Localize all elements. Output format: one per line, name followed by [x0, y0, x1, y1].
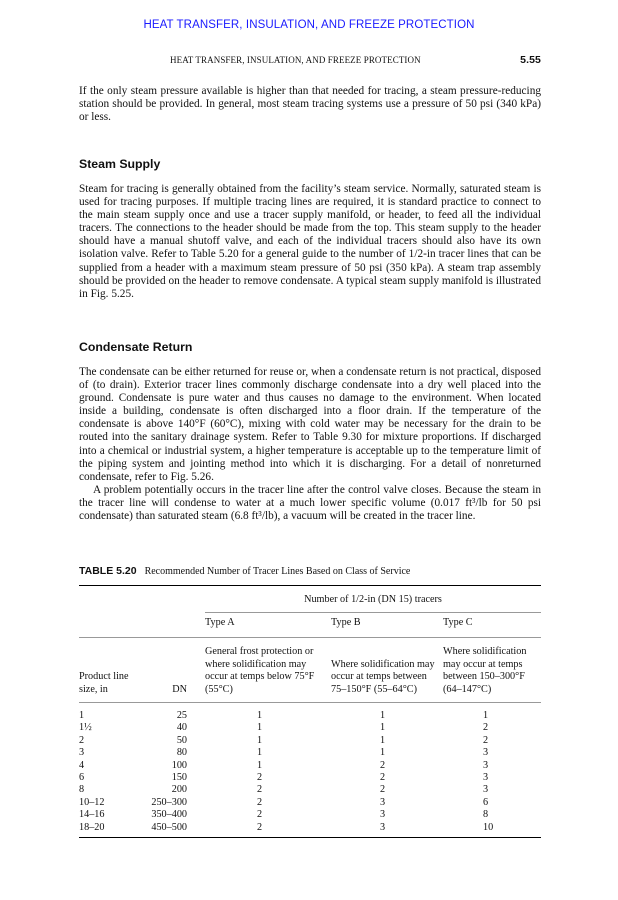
condensate-heading: Condensate Return [79, 340, 193, 354]
page-number: 5.55 [520, 54, 541, 66]
row-size: 18–20 [79, 821, 105, 833]
steam-supply-body: Steam for tracing is generally obtained from the facility’s steam service. Normally, saturated steam is used for tracing purposes. If multiple tracing lines are required, it is standard practice to connect to the main steam supply once and use a tracer supply manifold, or header, to feed all the individual tracers. The connections to the header should be made from the top. This steam supply to the header should have a manual shutoff valve, and each of the individual tracers should also have its own isolation valve. Refer to Table 5.20 for a general guide to the number of 1/2-in tracer lines that can be supplied from a header with a maximum steam pressure of 50 psi (350 kPa). A steam trap assembly should be provided on the header to remove condensate. A typical steam supply manifold is illustrated in Fig. 5.25. [79, 183, 541, 300]
condensate-body-2: A problem potentially occurs in the tracer line after the control valve closes. Because the steam in the tracer line will condense to water at a much lower specific volume (0.017 ft³/lb for 50 psi condensate) than saturated steam (6.8 ft³/lb), a vacuum will be created in the tracer line. [79, 483, 541, 523]
table-body [79, 703, 541, 835]
row-type-b: 1 [380, 710, 386, 722]
row-type-c: 1 [483, 710, 489, 722]
running-head-title: HEAT TRANSFER, INSULATION, AND FREEZE PROTECTION [170, 55, 421, 65]
row-type-a: 2 [257, 784, 263, 796]
row-size: 10–12 [79, 796, 105, 808]
row-type-c: 3 [483, 747, 489, 759]
table-row [79, 822, 541, 834]
row-size: 2 [79, 734, 85, 746]
type-a-header: Type A [205, 613, 331, 638]
tracer-lines-table [79, 585, 541, 838]
row-type-b: 2 [380, 784, 386, 796]
row-type-a: 2 [257, 772, 263, 784]
row-dn: 80 [176, 747, 187, 759]
row-type-c: 3 [483, 759, 489, 771]
row-type-c: 3 [483, 772, 489, 784]
row-type-b: 1 [380, 734, 386, 746]
row-type-a: 1 [257, 710, 263, 722]
product-line-header: Product line size, in [79, 638, 143, 703]
table-label: TABLE 5.20 [79, 565, 137, 577]
row-type-a: 1 [257, 747, 263, 759]
table-row [79, 809, 541, 821]
row-size: 4 [79, 759, 85, 771]
row-size: 6 [79, 772, 85, 784]
type-c-description: Where solidification may occur at temps between 150–300°F (64–147°C) [443, 638, 541, 703]
table-caption: Recommended Number of Tracer Lines Based on Class of Service [144, 566, 411, 577]
row-type-a: 2 [257, 796, 263, 808]
row-type-b: 3 [380, 809, 386, 821]
table-row [79, 722, 541, 734]
row-dn: 450–500 [151, 821, 187, 833]
type-b-header: Type B [331, 613, 443, 638]
top-banner: HEAT TRANSFER, INSULATION, AND FREEZE PROTECTION [143, 19, 475, 31]
row-size: 3 [79, 747, 85, 759]
intro-paragraph: If the only steam pressure available is higher than that needed for tracing, a steam pressure-reducing station should be provided. In general, most steam tracing systems use a pressure of 50 psi (340 kPa) or less. [79, 85, 541, 124]
condensate-section [79, 340, 541, 523]
table-row [79, 703, 541, 723]
type-b-description: Where solidification may occur at temps between 75–150°F (55–64°C) [331, 638, 443, 703]
row-dn: 200 [171, 784, 187, 796]
row-type-a: 2 [257, 809, 263, 821]
row-dn: 100 [171, 759, 187, 771]
table-row [79, 735, 541, 747]
row-type-b: 1 [380, 722, 386, 734]
row-type-b: 2 [380, 772, 386, 784]
steam-supply-heading: Steam Supply [79, 157, 161, 171]
row-type-a: 1 [257, 759, 263, 771]
row-size: 1 [79, 710, 85, 722]
table-row [79, 797, 541, 809]
dn-header: DN [143, 638, 205, 703]
row-size: 8 [79, 784, 85, 796]
row-type-b: 3 [380, 796, 386, 808]
row-dn: 25 [176, 710, 187, 722]
table-title [79, 565, 410, 577]
type-a-description: General frost protection or where solidification may occur at temps below 75°F (55°C) [205, 638, 331, 703]
condensate-body-1: The condensate can be either returned for reuse or, when a condensate return is not practical, disposed of (to drain). Exterior tracer lines commonly discharge condensate into a dry well placed into the ground. Condensate is pure water and thus causes no damage to the environment. When located inside a building, condensate is often discharged into a floor drain. If the temperature of the condensate is above 140°F (60°C), mixing with cold water may be necessary for the drain to be routed into the sanitary drainage system. Refer to Table 9.30 for mixture proportions. If discharged into a chemical or industrial system, a higher temperature is acceptable up to the temperature limit of the piping system and jointing method into which it is discharging. For a detail of nonreturned condensate, refer to Fig. 5.26. [79, 366, 541, 483]
row-dn: 250–300 [151, 796, 187, 808]
row-type-b: 3 [380, 821, 386, 833]
row-type-c: 2 [483, 734, 489, 746]
intro-block [79, 85, 541, 124]
row-type-a: 2 [257, 821, 263, 833]
row-dn: 50 [176, 734, 187, 746]
table-row [79, 784, 541, 796]
table-row [79, 772, 541, 784]
table-row [79, 760, 541, 772]
row-type-c: 3 [483, 784, 489, 796]
table-row [79, 747, 541, 759]
type-c-header: Type C [443, 613, 541, 638]
row-type-c: 2 [483, 722, 489, 734]
row-type-b: 1 [380, 747, 386, 759]
row-type-a: 1 [257, 722, 263, 734]
row-dn: 40 [176, 722, 187, 734]
row-type-c: 8 [483, 809, 489, 821]
steam-supply-section [79, 157, 541, 301]
row-size: 14–16 [79, 809, 105, 821]
row-dn: 150 [171, 772, 187, 784]
group-header: Number of 1/2-in (DN 15) tracers [205, 594, 541, 613]
row-dn: 350–400 [151, 809, 187, 821]
row-size: 1½ [79, 722, 92, 734]
row-type-a: 1 [257, 734, 263, 746]
row-type-b: 2 [380, 759, 386, 771]
row-type-c: 10 [483, 821, 494, 833]
row-type-c: 6 [483, 796, 489, 808]
